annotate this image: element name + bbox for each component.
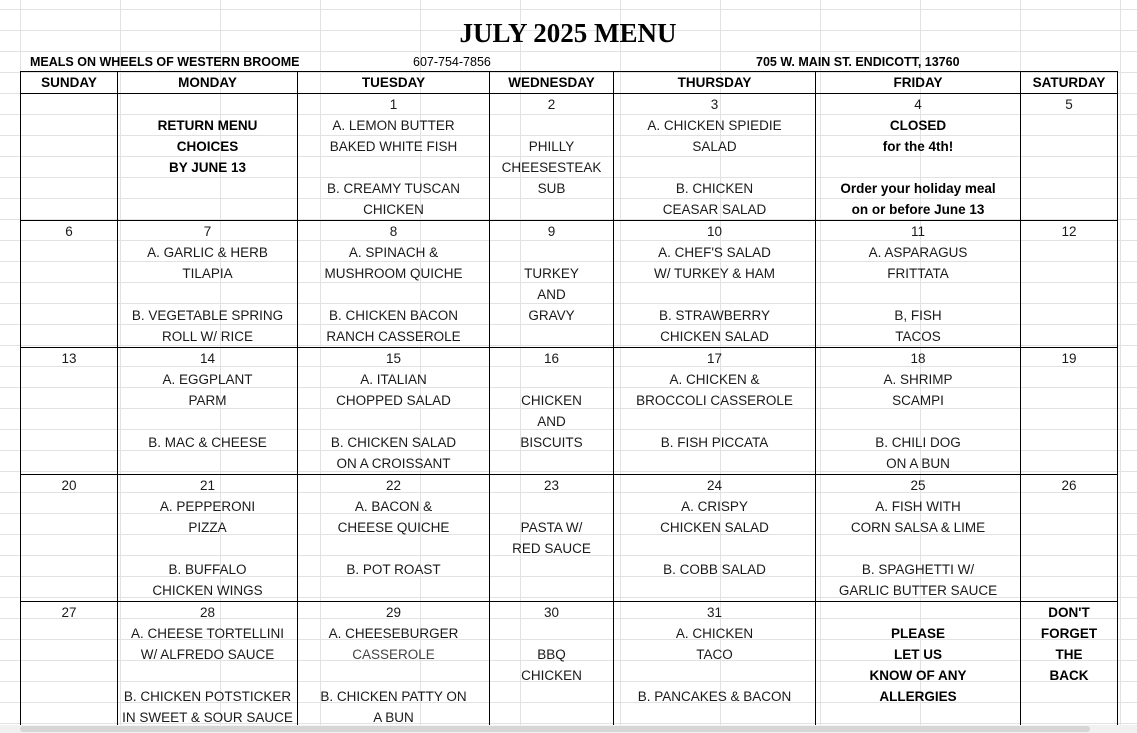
menu-line: AND [537,414,566,429]
day-cell[interactable] [1021,221,1118,348]
menu-line: ON A CROISSANT [336,456,451,471]
day-number: 9 [547,224,556,239]
day-number: 27 [61,605,77,620]
day-cell[interactable] [816,221,1021,348]
menu-line: A. CHEF'S SALAD [658,245,771,260]
day-number: 28 [199,605,216,620]
menu-line: A. ASPARAGUS [868,245,968,260]
menu-line: CHICKEN SALAD [660,520,769,535]
day-number: 18 [910,351,926,366]
menu-line: GARLIC BUTTER SAUCE [838,583,998,598]
menu-line: BROCCOLI CASSEROLE [636,393,793,408]
menu-line: CHICKEN [521,393,582,408]
menu-line: ALLERGIES [879,689,957,704]
menu-line [298,665,489,686]
day-number: 30 [543,605,560,620]
menu-line: B. CHICKEN [675,181,754,196]
day-number: 12 [1061,224,1077,239]
menu-line [614,665,815,686]
day-cell[interactable] [614,475,816,602]
menu-line [816,284,1020,305]
menu-line: A. PEPPERONI [159,499,256,514]
menu-line [298,538,489,559]
menu-line: RED SAUCE [512,541,591,556]
menu-line: RETURN MENU [157,118,258,133]
menu-line: BISCUITS [520,435,583,450]
menu-line: PARM [188,393,227,408]
weekday-header: MONDAY [118,72,298,94]
day-cell[interactable] [614,94,816,221]
menu-line: SUB [537,181,566,196]
menu-line: B. VEGETABLE SPRING [131,308,284,323]
day-cell[interactable] [816,475,1021,602]
menu-line: A. SHRIMP [883,372,953,387]
week-row [21,348,1118,475]
day-cell[interactable] [1021,475,1118,602]
organization-name: MEALS ON WHEELS OF WESTERN BROOME [30,55,300,69]
menu-line: A. CHICKEN & [669,372,760,387]
day-number: 15 [385,351,402,366]
day-number: 22 [385,478,402,493]
menu-line [490,496,613,517]
menu-line: PASTA W/ [520,520,583,535]
menu-line: B. MAC & CHEESE [148,435,267,450]
menu-line [118,538,297,559]
menu-line [816,157,1020,178]
menu-line: PHILLY [528,139,575,154]
menu-line: CHEESE QUICHE [337,520,450,535]
day-cell[interactable] [21,94,118,221]
page-title: JULY 2025 MENU [459,18,677,48]
day-number: 5 [1065,97,1073,112]
menu-line: CHOICES [176,139,239,154]
weekday-header: WEDNESDAY [490,72,614,94]
menu-line [118,665,297,686]
scrollbar-thumb[interactable] [20,726,1090,732]
menu-line [118,411,297,432]
day-cell[interactable] [1021,602,1118,729]
menu-line: SALAD [692,139,737,154]
menu-line: B. CHILI DOG [875,435,961,450]
menu-line: RANCH CASSEROLE [326,329,461,344]
week-row [21,94,1118,221]
day-number: 3 [710,97,719,112]
week-row [21,475,1118,602]
menu-line: AND [537,287,566,302]
menu-line: FRITTATA [887,266,949,281]
menu-line [118,94,297,115]
day-cell[interactable] [816,348,1021,475]
day-cell[interactable] [614,602,816,729]
menu-line: LET US [893,647,942,662]
menu-line: B. CREAMY TUSCAN [326,181,461,196]
menu-line: CLOSED [889,118,947,133]
day-number: 17 [706,351,723,366]
menu-line: A. FISH WITH [875,499,961,514]
menu-line: CHOPPED SALAD [336,393,451,408]
menu-line: ROLL W/ RICE [161,329,253,344]
day-cell[interactable] [490,94,614,221]
menu-line: SCAMPI [892,393,944,408]
day-cell[interactable] [816,602,1021,729]
day-cell[interactable] [298,475,490,602]
menu-line: A. CHICKEN [675,626,754,641]
day-number: 6 [65,224,73,239]
menu-line [118,284,297,305]
day-number: 20 [61,478,77,493]
menu-line [614,538,815,559]
day-cell[interactable] [21,475,118,602]
menu-line: TURKEY [524,266,579,281]
menu-line: A. EGGPLANT [162,372,253,387]
menu-line: GRAVY [528,308,575,323]
menu-line [490,623,613,644]
menu-line: MUSHROOM QUICHE [324,266,463,281]
menu-line: KNOW OF ANY [869,668,967,683]
weekday-header: THURSDAY [614,72,816,94]
menu-line: A. BACON & [354,499,433,514]
menu-line: A. GARLIC & HERB [147,245,268,260]
day-cell[interactable] [118,94,298,221]
day-number: 10 [706,224,723,239]
day-number: 19 [1061,351,1077,366]
menu-line: TACO [696,647,733,662]
menu-line: CHEESESTEAK [501,160,602,175]
weekday-header: SUNDAY [21,72,118,94]
menu-line: B. CHICKEN PATTY ON [320,689,467,704]
menu-calendar [20,71,1118,729]
menu-line: Order your holiday meal [840,181,996,196]
menu-line: CEASAR SALAD [662,202,767,217]
day-cell[interactable] [298,221,490,348]
menu-line: BBQ [537,647,566,662]
menu-line: A. CHEESE TORTELLINI [130,626,285,641]
day-number: 13 [61,351,77,366]
day-cell[interactable] [118,221,298,348]
day-number: 21 [199,478,216,493]
day-number: 25 [910,478,926,493]
menu-line [298,284,489,305]
day-number: 24 [706,478,723,493]
address: 705 W. MAIN ST. ENDICOTT, 13760 [756,55,960,69]
weekday-header: TUESDAY [298,72,490,94]
menu-line [816,538,1020,559]
menu-line: PIZZA [188,520,227,535]
day-cell[interactable] [298,348,490,475]
menu-line: FORGET [1040,626,1098,641]
menu-line [490,115,613,136]
menu-line: BACK [1049,668,1089,683]
menu-line: A. CHEESEBURGER [328,626,459,641]
menu-line [21,94,117,115]
menu-line: CHICKEN WINGS [152,583,263,598]
menu-line [614,411,815,432]
weekday-header-row [21,72,1118,94]
day-cell[interactable] [816,94,1021,221]
weekday-header: SATURDAY [1021,72,1118,94]
menu-line: A. LEMON BUTTER [332,118,455,133]
menu-line [816,602,1020,623]
day-number: 1 [389,97,398,112]
menu-line: B. STRAWBERRY [658,308,771,323]
menu-line: TACOS [895,329,941,344]
menu-line [816,411,1020,432]
phone-number: 607-754-7856 [413,55,491,69]
menu-line: CORN SALSA & LIME [850,520,986,535]
day-cell[interactable] [490,475,614,602]
week-row [21,602,1118,729]
menu-line: B. POT ROAST [346,562,441,577]
menu-line: B. CHICKEN POTSTICKER [123,689,292,704]
day-cell[interactable] [490,348,614,475]
day-number: 11 [910,224,925,239]
day-cell[interactable] [1021,94,1118,221]
day-cell[interactable] [118,602,298,729]
menu-line: A. ITALIAN [360,372,427,387]
menu-line: B, FISH [894,308,942,323]
menu-line [490,369,613,390]
day-cell[interactable] [118,475,298,602]
day-number: 7 [203,224,212,239]
menu-line: CHICKEN [521,668,582,683]
day-cell[interactable] [490,602,614,729]
menu-line: CASSEROLE [352,647,435,662]
day-number: 14 [199,351,216,366]
menu-line: DON'T [1048,605,1090,620]
week-row [21,221,1118,348]
day-cell[interactable] [1021,348,1118,475]
weekday-header: FRIDAY [816,72,1021,94]
menu-line: A BUN [373,710,414,725]
menu-line: BAKED WHITE FISH [329,139,458,154]
menu-line: A. SPINACH & [348,245,439,260]
menu-line: W/ TURKEY & HAM [653,266,776,281]
day-number: 23 [543,478,560,493]
menu-line: CHICKEN [363,202,424,217]
menu-line: W/ ALFREDO SAUCE [140,647,275,662]
day-cell[interactable] [118,348,298,475]
day-number: 8 [389,224,398,239]
menu-line: BY JUNE 13 [168,160,247,175]
day-number: 4 [914,97,922,112]
day-cell[interactable] [21,221,118,348]
day-cell[interactable] [21,602,118,729]
menu-line [298,411,489,432]
menu-line: B. SPAGHETTI W/ [861,562,975,577]
menu-line: B. COBB SALAD [663,562,766,577]
menu-line: A. CHICKEN SPIEDIE [647,118,782,133]
day-cell[interactable] [298,94,490,221]
day-number: 26 [1061,478,1077,493]
menu-line: ON A BUN [886,456,950,471]
day-cell[interactable] [614,221,816,348]
day-cell[interactable] [298,602,490,729]
menu-line: B. CHICKEN SALAD [330,435,457,450]
menu-line: for the 4th! [882,139,954,154]
day-number: 16 [543,351,560,366]
menu-line: B. CHICKEN BACON [328,308,459,323]
menu-line [614,157,815,178]
menu-line [490,242,613,263]
calendar-weeks [21,94,1118,729]
day-cell[interactable] [21,348,118,475]
menu-line: PLEASE [890,626,945,641]
menu-line: THE [1055,647,1083,662]
menu-line: IN SWEET & SOUR SAUCE [122,710,293,725]
day-number: 29 [385,605,402,620]
menu-line: B. FISH PICCATA [660,435,769,450]
menu-line: TILAPIA [182,266,233,281]
menu-line: B. PANCAKES & BACON [637,689,792,704]
day-cell[interactable] [614,348,816,475]
day-number: 31 [706,605,723,620]
menu-line: B. BUFFALO [168,562,247,577]
menu-line: on or before June 13 [851,202,985,217]
day-number: 2 [547,97,556,112]
menu-line: CHICKEN SALAD [660,329,769,344]
menu-line [298,157,489,178]
menu-line [614,284,815,305]
menu-line: A. CRISPY [681,499,748,514]
horizontal-scrollbar[interactable] [0,725,1137,733]
day-cell[interactable] [490,221,614,348]
